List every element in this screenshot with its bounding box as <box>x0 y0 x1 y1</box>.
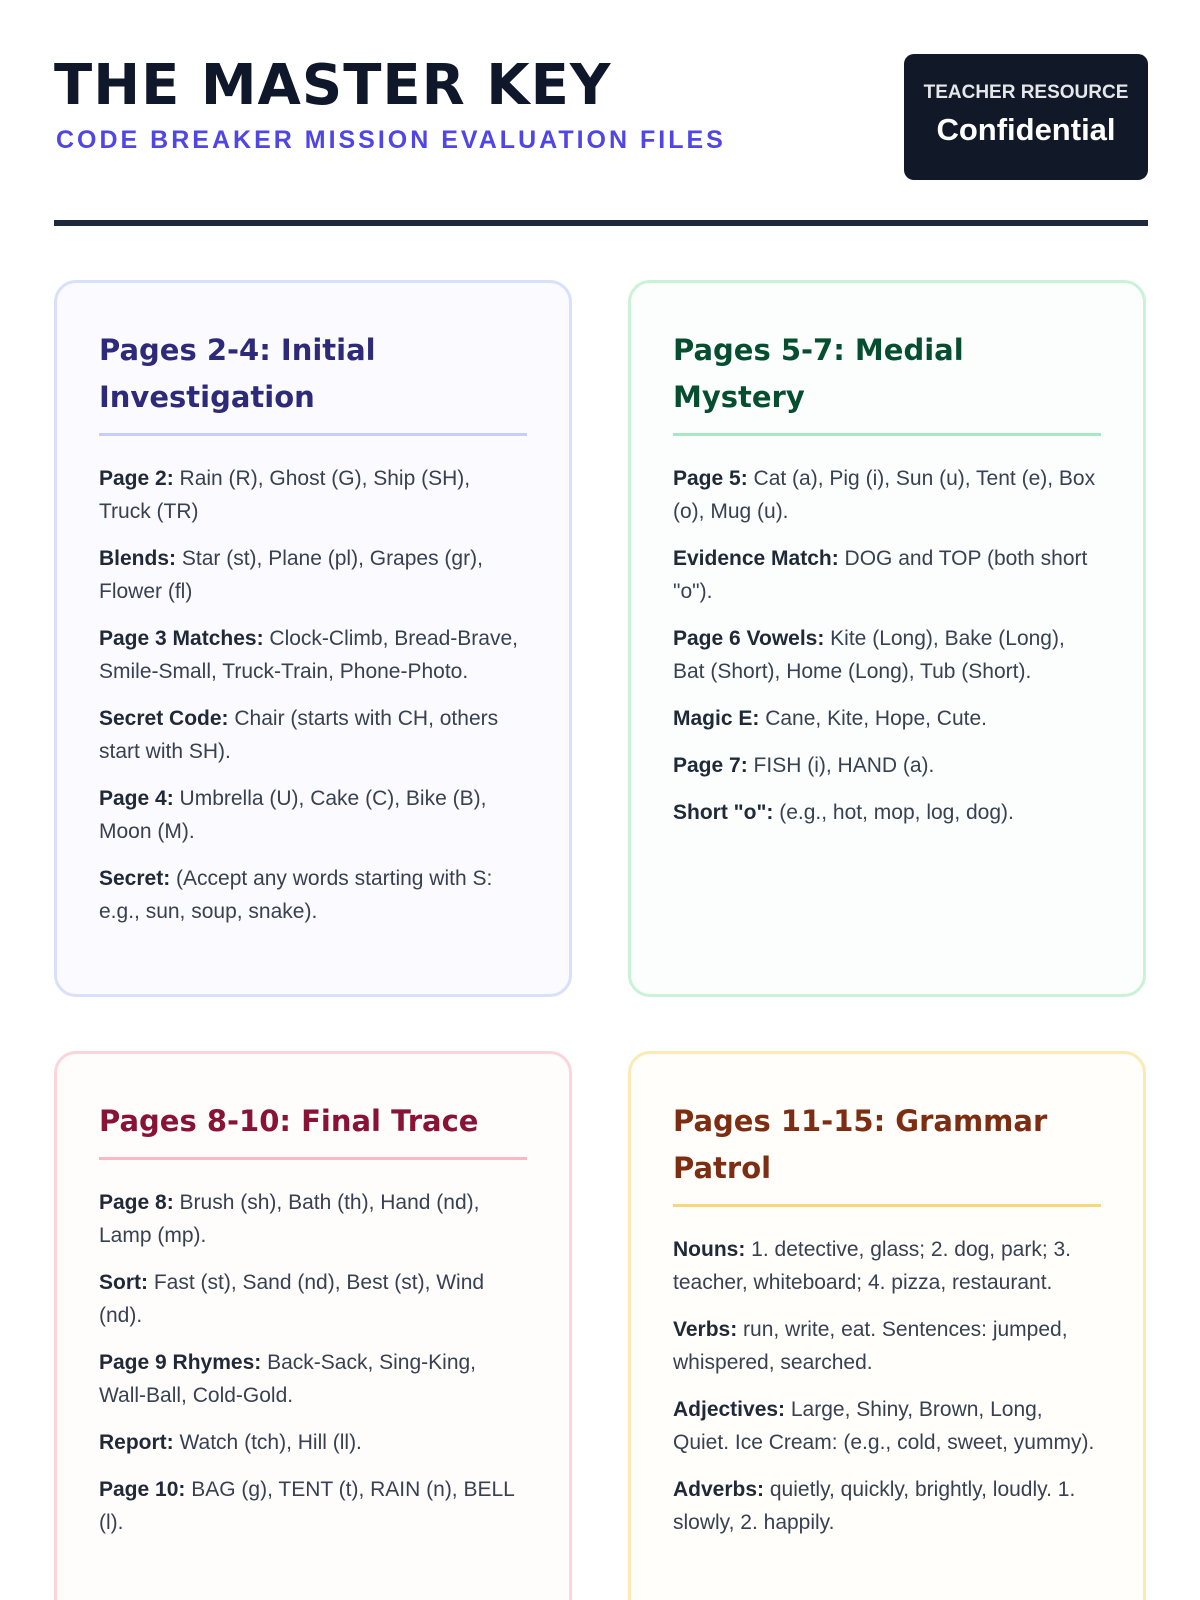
confidential-badge <box>904 54 1148 180</box>
answer-text: Cat (a), Pig (i), Sun (u), Tent (e), Box (o), Mug (u). <box>673 467 1096 523</box>
answer-text: Star (st), Plane (pl), Grapes (gr), Flower (fl) <box>99 547 483 603</box>
answer-label: Short "o": <box>673 801 774 824</box>
answer-label: Sort: <box>99 1271 148 1294</box>
answer-item <box>99 702 527 768</box>
section-card-final-trace <box>54 1051 572 1600</box>
answer-label: Evidence Match: <box>673 547 839 570</box>
answer-item <box>673 542 1101 608</box>
answer-label: Blends: <box>99 547 177 570</box>
answer-text: Kite (Long), Bake (Long), Bat (Short), Home (Long), Tub (Short). <box>673 627 1065 683</box>
answer-item <box>99 622 527 688</box>
section-title: Pages 8-10: Final Trace <box>99 1098 527 1160</box>
section-card-grammar-patrol <box>628 1051 1146 1600</box>
answer-item <box>99 1473 527 1539</box>
section-title: Pages 2-4: Initial Investigation <box>99 327 527 436</box>
answer-item <box>673 749 1101 782</box>
answer-label: Page 5: <box>673 467 748 490</box>
answer-text: 1. detective, glass; 2. dog, park; 3. teacher, whiteboard; 4. pizza, restaurant. <box>673 1238 1072 1294</box>
answer-label: Adjectives: <box>673 1398 786 1421</box>
answer-label: Page 9 Rhymes: <box>99 1351 262 1374</box>
answer-label: Page 7: <box>673 754 748 777</box>
answer-text: run, write, eat. Sentences: jumped, whispered, searched. <box>673 1318 1068 1374</box>
answer-label: Verbs: <box>673 1318 738 1341</box>
answer-text: FISH (i), HAND (a). <box>747 754 935 777</box>
header-divider <box>54 220 1148 226</box>
answer-label: Secret Code: <box>99 707 229 730</box>
answer-item <box>99 1186 527 1252</box>
answer-label: Secret: <box>99 867 171 890</box>
answer-item <box>673 622 1101 688</box>
answer-item <box>99 542 527 608</box>
answer-item <box>673 1233 1101 1299</box>
answer-label: Page 4: <box>99 787 174 810</box>
answer-text: Watch (tch), Hill (ll). <box>173 1431 362 1454</box>
answer-text: Brush (sh), Bath (th), Hand (nd), Lamp (mp). <box>99 1191 480 1247</box>
answer-text: (Accept any words starting with S: e.g., sun, soup, snake). <box>99 867 493 923</box>
answer-text: Umbrella (U), Cake (C), Bike (B), Moon (M). <box>99 787 487 843</box>
answer-text: Large, Shiny, Brown, Long, Quiet. Ice Cream: (e.g., cold, sweet, yummy). <box>673 1398 1095 1454</box>
answer-text: Clock-Climb, Bread-Brave, Smile-Small, Truck-Train, Phone-Photo. <box>99 627 518 683</box>
answer-label: Report: <box>99 1431 174 1454</box>
answer-text: BAG (g), TENT (t), RAIN (n), BELL (l). <box>99 1478 515 1534</box>
section-title: Pages 5-7: Medial Mystery <box>673 327 1101 436</box>
answer-label: Page 2: <box>99 467 174 490</box>
badge-label: TEACHER RESOURCE <box>923 82 1129 103</box>
answer-item <box>673 1313 1101 1379</box>
answer-text: Back-Sack, Sing-King, Wall-Ball, Cold-Gold. <box>99 1351 477 1407</box>
answer-item <box>673 796 1101 829</box>
section-title: Pages 11-15: Grammar Patrol <box>673 1098 1101 1207</box>
answer-text: DOG and TOP (both short "o"). <box>673 547 1088 603</box>
answer-label: Page 10: <box>99 1478 186 1501</box>
answer-item <box>99 1426 527 1459</box>
answer-item <box>673 1393 1101 1459</box>
answer-text: quietly, quickly, brightly, loudly. 1. slowly, 2. happily. <box>673 1478 1076 1534</box>
answer-item <box>99 1266 527 1332</box>
answer-text: Rain (R), Ghost (G), Ship (SH), Truck (TR) <box>99 467 471 523</box>
header <box>54 54 1148 184</box>
answer-label: Page 6 Vowels: <box>673 627 825 650</box>
answer-label: Page 8: <box>99 1191 174 1214</box>
answer-item <box>99 462 527 528</box>
section-card-initial-investigation <box>54 280 572 997</box>
answer-text: Cane, Kite, Hope, Cute. <box>759 707 987 730</box>
answer-text: Fast (st), Sand (nd), Best (st), Wind (nd). <box>99 1271 485 1327</box>
page-title: THE MASTER KEY <box>54 53 612 118</box>
answer-item <box>99 1346 527 1412</box>
answer-label: Magic E: <box>673 707 760 730</box>
answer-label: Adverbs: <box>673 1478 765 1501</box>
answer-item <box>99 782 527 848</box>
answer-label: Page 3 Matches: <box>99 627 264 650</box>
answer-item <box>673 702 1101 735</box>
badge-value: Confidential <box>936 112 1116 147</box>
answer-item <box>673 462 1101 528</box>
answer-item <box>673 1473 1101 1539</box>
answer-item <box>99 862 527 928</box>
section-card-medial-mystery <box>628 280 1146 997</box>
answer-text: (e.g., hot, mop, log, dog). <box>773 801 1014 824</box>
answer-label: Nouns: <box>673 1238 746 1261</box>
answer-text: Chair (starts with CH, others start with SH). <box>99 707 499 763</box>
page-subtitle: CODE BREAKER MISSION EVALUATION FILES <box>56 126 726 154</box>
